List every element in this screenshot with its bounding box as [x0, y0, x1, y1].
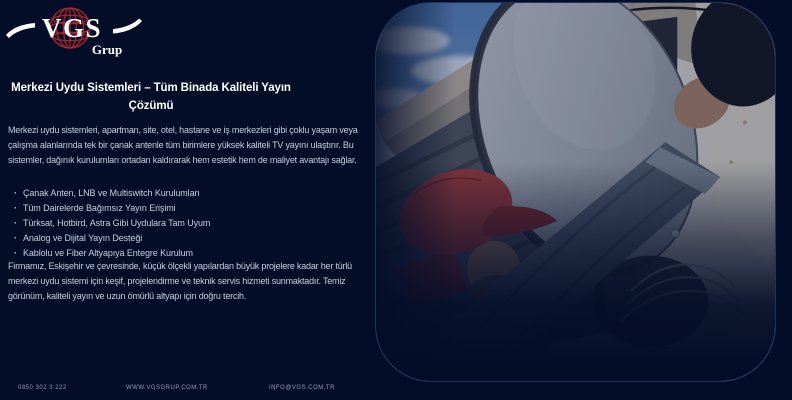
vgs-grup-logo[interactable] — [4, 2, 144, 60]
hero-photo — [375, 2, 776, 382]
list-item-text: Çanak Anten, LNB ve Multiswitch Kurulumları — [23, 188, 200, 198]
list-item-text: Tüm Dairelerde Bağımsız Yayın Erişimi — [23, 203, 176, 213]
list-item — [14, 201, 210, 216]
feature-list — [14, 186, 210, 261]
section-title-line1: Merkezi Uydu Sistemleri – Tüm Binada Kaliteli Yayın — [11, 82, 291, 94]
orbit-swoosh-left — [6, 23, 35, 38]
list-item-text: Analog ve Dijital Yayın Desteği — [23, 233, 143, 243]
footer-email[interactable]: INFO@VGS.COM.TR — [269, 385, 335, 391]
section-title-line2: Çözümü — [128, 100, 174, 112]
intro-paragraph: Merkezi uydu sistemleri, apartman, site, otel, hastane ve iş merkezleri gibi çoklu yaşam veya çalışma alanlarında tek bir çanak antenle tüm birimlere yüksek kaliteli TV yayını ulaştırır. Bu sistemler, dağınık kurulumları ortadan kaldırarak hem estetik hem de maliyet avantajı sağlar. — [8, 125, 358, 165]
list-item — [14, 186, 210, 201]
footer-website[interactable]: WWW.VGSGRUP.COM.TR — [126, 385, 208, 391]
list-item — [14, 216, 210, 231]
logo-wordmark: VGS — [41, 13, 103, 43]
footer-phone[interactable]: 0850 302 3 222 — [18, 385, 67, 391]
satellite-installation-illustration — [376, 3, 775, 381]
logo-subtitle: Grup — [91, 42, 123, 57]
list-item-text: Kablolu ve Fiber Altyapıya Entegre Kurulum — [23, 248, 193, 258]
orbit-swoosh-right — [113, 19, 142, 34]
list-item — [14, 231, 210, 246]
section-title — [0, 79, 302, 115]
list-item-text: Türksat, Hotbird, Astra Gibi Uydulara Tam Uyum — [23, 218, 211, 228]
outro-paragraph: Firmamız, Eskişehir ve çevresinde, küçük ölçekli yapılardan büyük projelere kadar her türlü merkezi uydu sistemi için keşif, projelendirme ve teknik servis hizmeti sunmaktadır. Temiz görünüm, kaliteli yayın ve uzun ömürlü altyapı için doğru tercih. — [8, 261, 352, 301]
